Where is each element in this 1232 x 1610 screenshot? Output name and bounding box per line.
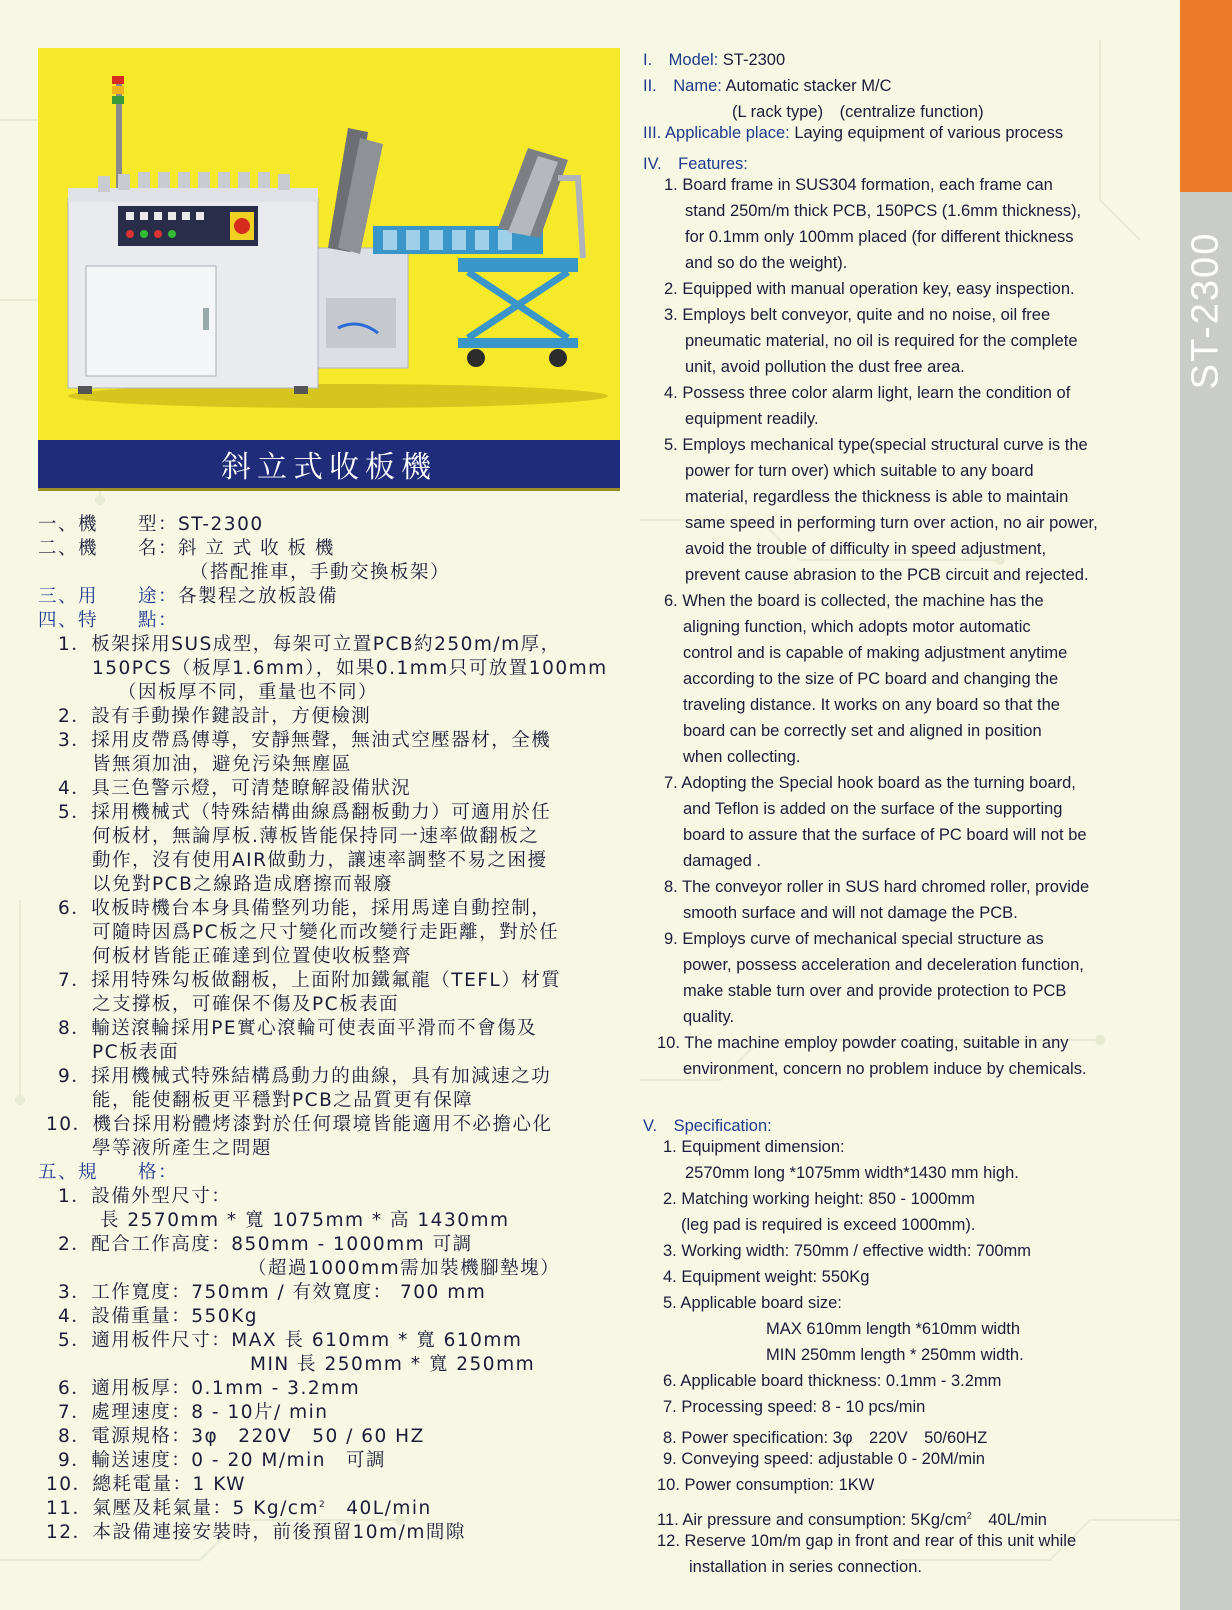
cn-feature-10-line2: 學等液所產生之問題 <box>92 1138 273 1159</box>
cn-spec-2: 2．配合工作高度：850mm - 1000mm 可調 <box>58 1234 473 1255</box>
en-spec-heading: V. Specification: <box>643 1117 772 1135</box>
en-feature-4-line2: equipment readily. <box>685 410 819 428</box>
en-feature-1-line3: for 0.1mm only 100mm placed (for different thickness <box>685 228 1074 246</box>
cn-feature-7-line2: 之支撐板，可確保不傷及PC板表面 <box>92 994 400 1015</box>
cn-feature-5-line2: 何板材，無論厚板.薄板皆能保持同一速率做翻板之 <box>92 826 540 847</box>
en-spec-10: 10. Power consumption: 1KW <box>657 1476 875 1494</box>
en-spec-4: 4. Equipment weight: 550Kg <box>663 1268 870 1286</box>
cn-feature-2: 2．設有手動操作鍵設計，方便檢測 <box>58 706 372 727</box>
en-feature-7-line4: damaged . <box>683 852 761 870</box>
cn-feature-3: 3．採用皮帶爲傳導，安靜無聲，無油式空壓器材，全機 <box>58 730 552 751</box>
en-feature-7-line2: and Teflon is added on the surface of the supporting <box>683 800 1063 818</box>
en-feature-8: 8. The conveyor roller in SUS hard chromed roller, provide <box>664 878 1090 896</box>
en-feature-9-line4: quality. <box>683 1008 735 1026</box>
cn-feature-5: 5．採用機械式（特殊結構曲線爲翻板動力）可適用於任 <box>58 802 552 823</box>
cn-use-row: 三、用 途：各製程之放板設備 <box>38 586 339 607</box>
en-feature-5: 5. Employs mechanical type(special structural curve is the <box>664 436 1088 454</box>
en-feature-4: 4. Possess three color alarm light, learn the condition of <box>664 384 1071 402</box>
en-feature-6-line7: when collecting. <box>683 748 801 766</box>
en-spec-1-line2: 2570mm long *1075mm width*1430 mm high. <box>685 1164 1019 1182</box>
en-feature-6-line6: board can be correctly set and aligned in position <box>683 722 1042 740</box>
cn-feature-8: 8．輸送滾輪採用PE實心滾輪可使表面平滑而不會傷及 <box>58 1018 538 1039</box>
en-spec-5-line3: MIN 250mm length * 250mm width. <box>766 1346 1024 1364</box>
cn-feature-10: 10．機台採用粉體烤漆對於任何環境皆能適用不必擔心化 <box>46 1114 553 1135</box>
en-feature-3-line2: pneumatic material, no oil is required for the complete <box>685 332 1078 350</box>
en-feature-6-line4: according to the size of PC board and changing the <box>683 670 1059 688</box>
cn-feature-7: 7．採用特殊勾板做翻板，上面附加鐵氟龍（TEFL）材質 <box>58 970 562 991</box>
cn-spec-10: 10．總耗電量：1 KW <box>46 1474 246 1495</box>
cn-spec-2-line2: （超過1000mm需加裝機腳墊塊） <box>248 1258 561 1279</box>
cn-spec-4: 4．設備重量：550Kg <box>58 1306 258 1327</box>
en-feature-10-line2: environment, concern no problem induce by chemicals. <box>683 1060 1087 1078</box>
cn-feature-1-line2: 150PCS（板厚1.6mm），如果0.1mm只可放置100mm <box>92 658 608 679</box>
en-spec-2: 2. Matching working height: 850 - 1000mm <box>663 1190 975 1208</box>
en-spec-7: 7. Processing speed: 8 - 10 pcs/min <box>663 1398 926 1416</box>
cn-spec-12: 12．本設備連接安裝時，前後預留10m/m間隙 <box>46 1522 466 1543</box>
cn-feature-9-line2: 能，能使翻板更平穩對PCB之品質更有保障 <box>92 1090 474 1111</box>
en-spec-3: 3. Working width: 750mm / effective width: 700mm <box>663 1242 1032 1260</box>
en-name-row: II. Name: Automatic stacker M/C <box>643 77 892 95</box>
en-spec-5-line2: MAX 610mm length *610mm width <box>766 1320 1021 1338</box>
en-feature-6-line3: control and is capable of making adjustment anytime <box>683 644 1068 662</box>
cn-feature-5-line4: 以免對PCB之線路造成磨擦而報廢 <box>92 874 394 895</box>
side-band-accent <box>1180 0 1232 192</box>
en-feature-5-line5: avoid the trouble of difficulty in speed adjustment, <box>685 540 1047 558</box>
en-feature-8-line2: smooth surface and will not damage the PCB. <box>683 904 1018 922</box>
cn-feature-6: 6．收板時機台本身具備整列功能，採用馬達自動控制， <box>58 898 552 919</box>
en-name-sub: (L rack type) (centralize function) <box>732 103 984 121</box>
en-feature-7-line3: board to assure that the surface of PC board will not be <box>683 826 1087 844</box>
cn-feature-1: 1．板架採用SUS成型，每架可立置PCB約250m/m厚， <box>58 634 561 655</box>
cn-feature-3-line2: 皆無須加油，避免污染無塵區 <box>92 754 353 775</box>
cn-spec-3: 3．工作寬度：750mm / 有效寬度： 700 mm <box>58 1282 487 1303</box>
en-spec-2-line2: (leg pad is required is exceed 1000mm). <box>681 1216 976 1234</box>
cn-name-row: 二、機 名：斜 立 式 收 板 機 <box>38 538 335 559</box>
cn-spec-1-line2: 長 2570mm * 寬 1075mm * 高 1430mm <box>100 1210 510 1231</box>
cn-feature-6-line3: 何板材皆能正確達到位置使收板整齊 <box>92 946 413 967</box>
product-photo <box>38 48 620 440</box>
en-feature-9: 9. Employs curve of mechanical special structure as <box>664 930 1044 948</box>
en-place-row: III. Applicable place: Laying equipment of various process <box>643 124 1064 142</box>
cn-features-heading: 四、特 點： <box>38 610 179 631</box>
en-spec-6: 6. Applicable board thickness: 0.1mm - 3.2mm <box>663 1372 1002 1390</box>
en-feature-5-line3: material, regardless the thickness is able to maintain <box>685 488 1069 506</box>
en-feature-3-line3: unit, avoid pollution the dust free area. <box>685 358 965 376</box>
en-feature-9-line2: power, possess acceleration and deceleration function, <box>683 956 1084 974</box>
en-spec-5: 5. Applicable board size: <box>663 1294 842 1312</box>
cn-spec-1: 1．設備外型尺寸： <box>58 1186 232 1207</box>
en-spec-9: 9. Conveying speed: adjustable 0 - 20M/min <box>663 1450 985 1468</box>
en-model-row: I. Model: ST-2300 <box>643 51 786 69</box>
en-feature-1: 1. Board frame in SUS304 formation, each frame can <box>664 176 1053 194</box>
en-feature-5-line4: same speed in performing turn over action, no air power, <box>685 514 1098 532</box>
en-spec-8: 8. Power specification: 3φ 220V 50/60HZ <box>663 1429 988 1447</box>
en-spec-11: 11. Air pressure and consumption: $5Kg/cm^2$ 40L/min <box>657 1510 1047 1529</box>
cn-spec-6: 6．適用板厚：0.1mm - 3.2mm <box>58 1378 361 1399</box>
cn-spec-7: 7．處理速度：8 - 10片/ min <box>58 1402 329 1423</box>
en-feature-10: 10. The machine employ powder coating, suitable in any <box>657 1034 1069 1052</box>
en-feature-1-line4: and so do the weight). <box>685 254 848 272</box>
en-feature-5-line2: power for turn over) which suitable to any board <box>685 462 1034 480</box>
en-feature-5-line6: prevent cause abrasion to the PCB circuit and rejected. <box>685 566 1089 584</box>
cn-spec-8: 8．電源規格：3φ 220V 50 / 60 HZ <box>58 1426 425 1447</box>
cn-feature-6-line2: 可隨時因爲PC板之尺寸變化而改變行走距離，對於任 <box>92 922 560 943</box>
en-feature-1-line2: stand 250m/m thick PCB, 150PCS (1.6mm thickness), <box>685 202 1082 220</box>
en-feature-7: 7. Adopting the Special hook board as the turning board, <box>664 774 1076 792</box>
cn-feature-8-line2: PC板表面 <box>92 1042 180 1063</box>
cn-spec-heading: 五、規 格： <box>38 1162 179 1183</box>
cn-feature-9: 9．採用機械式特殊結構爲動力的曲線，具有加減速之功 <box>58 1066 552 1087</box>
cn-feature-4: 4．具三色警示燈，可清楚瞭解設備狀況 <box>58 778 412 799</box>
cn-spec-5-line2: MIN 長 250mm * 寬 250mm <box>250 1354 536 1375</box>
cn-feature-1-line3: （因板厚不同，重量也不同） <box>118 682 379 703</box>
en-feature-6-line2: aligning function, which adopts motor automatic <box>683 618 1031 636</box>
photo-caption: 斜立式收板機 <box>38 440 620 491</box>
cn-name-sub: （搭配推車，手動交換板架） <box>190 562 451 583</box>
en-feature-9-line3: make stable turn over and provide protection to PCB <box>683 982 1067 1000</box>
en-feature-6: 6. When the board is collected, the machine has the <box>664 592 1044 610</box>
en-feature-3: 3. Employs belt conveyor, quite and no noise, oil free <box>664 306 1051 324</box>
en-feature-6-line5: traveling distance. It works on any board so that the <box>683 696 1060 714</box>
en-spec-12: 12. Reserve 10m/m gap in front and rear of this unit while <box>657 1532 1077 1550</box>
en-spec-12-line2: installation in series connection. <box>689 1558 922 1576</box>
en-features-heading: IV. Features: <box>643 155 748 173</box>
cn-spec-9: 9．輸送速度：0 - 20 M/min 可調 <box>58 1450 386 1471</box>
machine-illustration <box>38 48 620 440</box>
cn-spec-11: 11．氣壓及耗氣量：5 $Kg/cm^2$ 40L/min <box>46 1498 432 1519</box>
en-spec-1: 1. Equipment dimension: <box>663 1138 845 1156</box>
cn-feature-5-line3: 動作，沒有使用AIR做動力，讓速率調整不易之困擾 <box>92 850 548 871</box>
side-model-label: ST-2300 <box>1184 231 1227 389</box>
cn-spec-5: 5．適用板件尺寸：MAX 長 610mm * 寬 610mm <box>58 1330 523 1351</box>
cn-model-row: 一、機 型：ST-2300 <box>38 514 264 535</box>
en-feature-2: 2. Equipped with manual operation key, easy inspection. <box>664 280 1075 298</box>
